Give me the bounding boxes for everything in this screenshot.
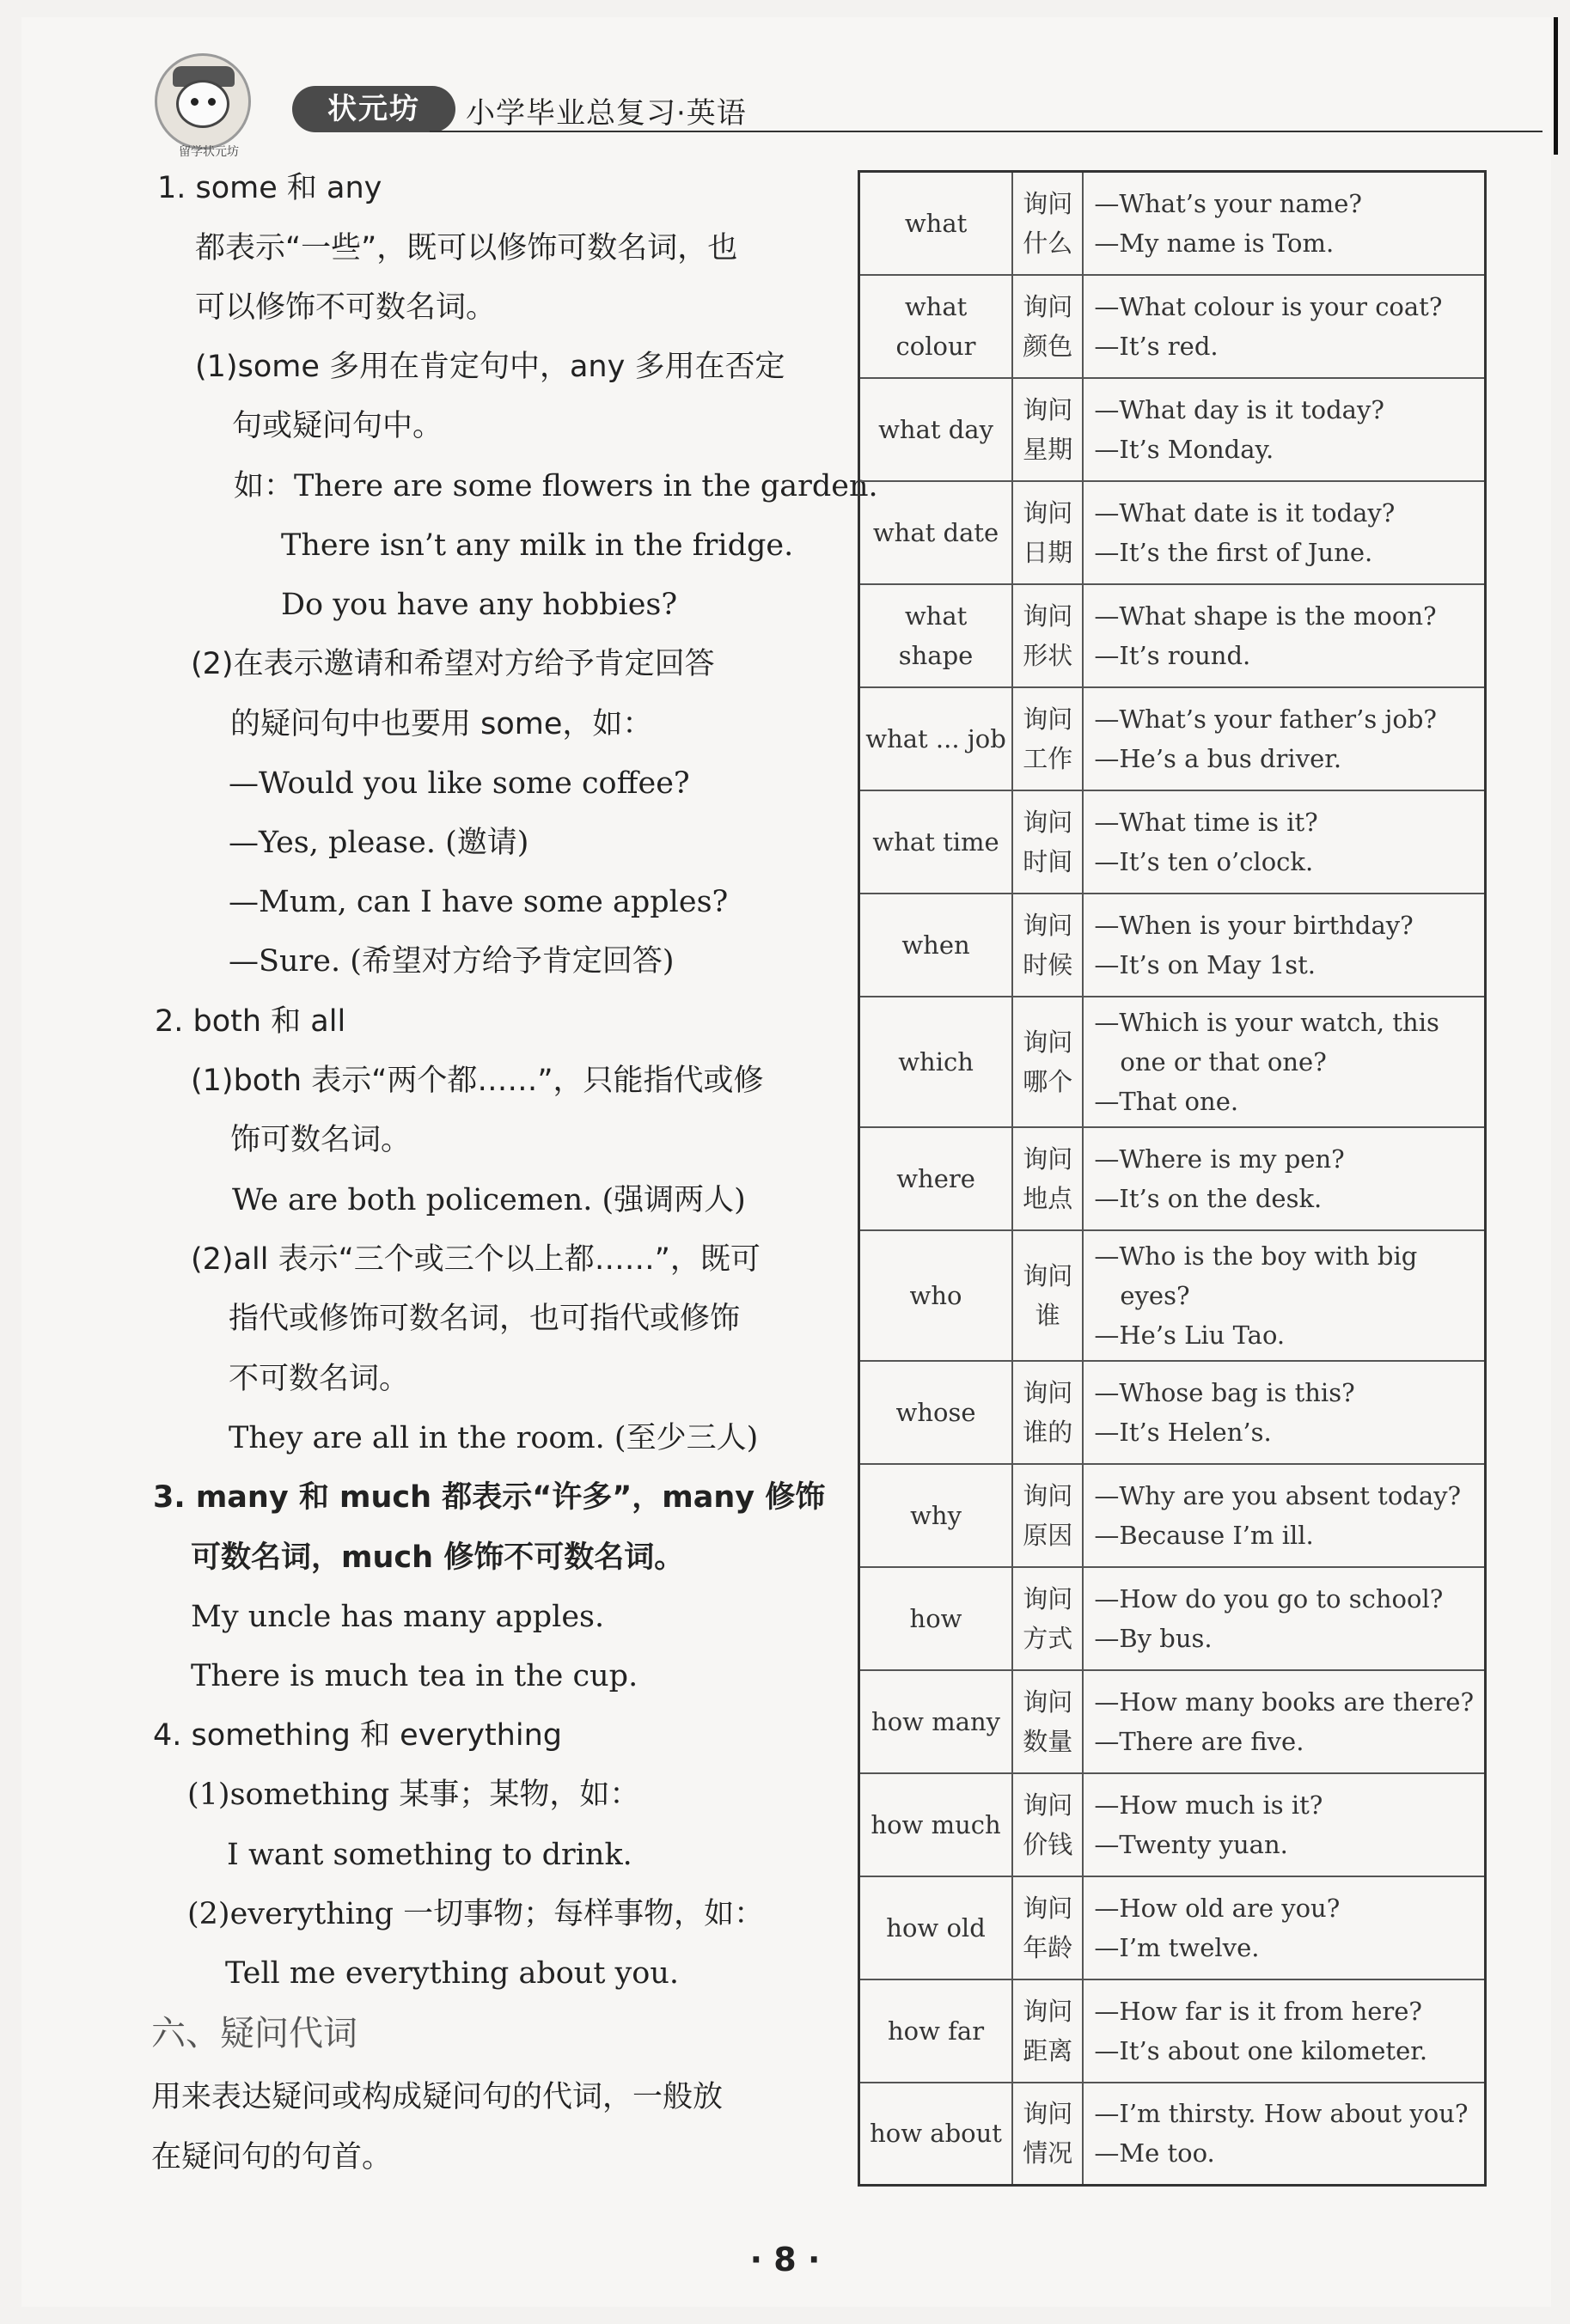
example-line: I want something to drink. [227, 1838, 632, 1872]
meaning-text: 情况 [1023, 2138, 1073, 2168]
interrogative-word: whose [859, 1361, 1013, 1464]
meaning-cell [1012, 1230, 1083, 1361]
example-text: —It’s on the desk. [1094, 1183, 1323, 1213]
paragraph-line: 指代或修饰可数名词，也可指代或修饰 [229, 1302, 741, 1336]
meaning-text: 年龄 [1023, 1932, 1073, 1962]
meaning-cell [1012, 481, 1083, 584]
meaning-text: 什么 [1023, 228, 1073, 258]
example-cell [1083, 687, 1485, 790]
logo-icon [155, 53, 251, 149]
example-text: —It’s the first of June. [1094, 537, 1373, 567]
meaning-cell [1012, 172, 1083, 275]
paragraph-line: 饰可数名词。 [230, 1123, 412, 1157]
logo-caption: 留学状元坊 [179, 145, 239, 159]
example-text: —Where is my pen? [1094, 1144, 1345, 1174]
meaning-cell [1012, 687, 1083, 790]
paragraph-line: (2)在表示邀请和希望对方给予肯定回答 [191, 647, 715, 681]
meaning-text: 询问 [1023, 704, 1073, 734]
page-number: · 8 · [749, 2241, 821, 2278]
paragraph-line: 可以修饰不可数名词。 [195, 290, 497, 325]
example-cell [1083, 894, 1485, 997]
meaning-cell [1012, 1361, 1083, 1464]
interrogative-word: what time [859, 790, 1013, 894]
example-text: —It’s Monday. [1094, 434, 1274, 464]
meaning-text: 询问谁 [1023, 1260, 1073, 1330]
meaning-cell [1012, 1876, 1083, 1979]
example-text: —I’m thirsty. How about you? [1094, 2099, 1469, 2129]
paragraph-line: 在疑问句的句首。 [151, 2140, 393, 2175]
example-cell [1083, 481, 1485, 584]
logo-eye [208, 98, 216, 106]
table-row [859, 275, 1486, 378]
meaning-text: 询问 [1023, 2099, 1073, 2129]
meaning-cell [1012, 1979, 1083, 2083]
example-text: —How much is it? [1094, 1790, 1323, 1820]
meaning-text: 询问 [1023, 291, 1073, 321]
meaning-cell [1012, 894, 1083, 997]
meaning-text: 距离 [1023, 2035, 1073, 2065]
interrogative-word: when [859, 894, 1013, 997]
meaning-text: 谁的 [1023, 1417, 1073, 1447]
example-text: —Because I’m ill. [1094, 1520, 1314, 1550]
meaning-text: 时间 [1023, 846, 1073, 876]
example-text: —He’s a bus driver. [1094, 743, 1342, 773]
table-row [859, 1464, 1486, 1567]
example-cell [1083, 790, 1485, 894]
example-text: —It’s red. [1094, 331, 1219, 361]
table-row [859, 997, 1486, 1127]
table-row [859, 1567, 1486, 1670]
example-line: They are all in the room. (至少三人) [229, 1421, 759, 1455]
paragraph-line: (1)something 某事；某物，如： [187, 1778, 640, 1812]
paragraph-line: 句或疑问句中。 [232, 409, 443, 443]
meaning-text: 询问 [1023, 1687, 1073, 1717]
section-title: 1. some 和 any [157, 171, 382, 205]
meaning-cell [1012, 1464, 1083, 1567]
example-cell [1083, 2083, 1485, 2186]
example-text: —Who is the boy with big [1094, 1241, 1418, 1271]
table-row [859, 481, 1486, 584]
table-body [859, 172, 1486, 2186]
book-title: 小学毕业总复习·英语 [466, 96, 747, 131]
example-text: —Which is your watch, this [1094, 1007, 1439, 1037]
paragraph-line: 不可数名词。 [229, 1362, 410, 1396]
example-line: 如：There are some flowers in the garden. [234, 469, 878, 503]
example-text: —Me too. [1094, 2138, 1215, 2168]
example-text: —How many books are there? [1094, 1687, 1474, 1717]
example-text: —It’s round. [1094, 640, 1251, 670]
table-row [859, 1361, 1486, 1464]
table-row [859, 687, 1486, 790]
section-title: 4. something 和 everything [153, 1718, 562, 1753]
meaning-text: 询问 [1023, 1027, 1073, 1057]
example-cell [1083, 275, 1485, 378]
example-text: —I’m twelve. [1094, 1932, 1260, 1962]
example-text: —What day is it today? [1094, 394, 1384, 424]
example-text: —Whose bag is this? [1094, 1377, 1355, 1407]
meaning-text: 询问 [1023, 1144, 1073, 1174]
interrogative-word: what day [859, 378, 1013, 481]
example-text: —What’s your name? [1094, 188, 1362, 218]
dialogue-line: —Yes, please. (邀请) [229, 826, 529, 860]
interrogative-word: how much [859, 1773, 1013, 1876]
example-text: —How old are you? [1094, 1893, 1341, 1923]
example-text: —It’s Helen’s. [1094, 1417, 1272, 1447]
interrogative-word: which [859, 997, 1013, 1127]
interrogative-word: who [859, 1230, 1013, 1361]
example-cell [1083, 1979, 1485, 2083]
example-cell [1083, 1230, 1485, 1361]
example-text: —When is your birthday? [1094, 910, 1414, 940]
example-text: —What date is it today? [1094, 497, 1396, 528]
meaning-text: 形状 [1023, 640, 1073, 670]
table-row [859, 790, 1486, 894]
example-line: We are both policemen. (强调两人) [232, 1183, 746, 1217]
meaning-cell [1012, 1670, 1083, 1773]
example-line: There isn’t any milk in the fridge. [281, 528, 794, 563]
example-text: —How do you go to school? [1094, 1583, 1444, 1613]
example-cell [1083, 1567, 1485, 1670]
example-cell [1083, 1773, 1485, 1876]
interrogative-word: where [859, 1127, 1013, 1230]
example-text: —There are five. [1094, 1726, 1304, 1756]
table-row [859, 894, 1486, 997]
example-line: Do you have any hobbies? [281, 588, 678, 622]
meaning-text: 询问 [1023, 497, 1073, 528]
paragraph-line: 的疑问句中也要用 some，如： [230, 707, 653, 741]
example-text: —Twenty yuan. [1094, 1829, 1288, 1859]
table-row [859, 1773, 1486, 1876]
meaning-text: 询问 [1023, 1893, 1073, 1923]
meaning-cell [1012, 997, 1083, 1127]
example-text: —What colour is your coat? [1094, 291, 1443, 321]
meaning-text: 工作 [1023, 743, 1073, 773]
example-text: —By bus. [1094, 1623, 1213, 1653]
meaning-cell [1012, 1773, 1083, 1876]
interrogative-word: how [859, 1567, 1013, 1670]
example-text: —How far is it from here? [1094, 1996, 1422, 2026]
table-row [859, 378, 1486, 481]
interrogative-word: what colour [859, 275, 1013, 378]
interrogative-word: how far [859, 1979, 1013, 2083]
interrogative-word: how about [859, 2083, 1013, 2186]
meaning-text: 询问 [1023, 1790, 1073, 1820]
example-text: —It’s about one kilometer. [1094, 2035, 1428, 2065]
meaning-text: 询问 [1023, 601, 1073, 631]
example-cell [1083, 1464, 1485, 1567]
meaning-text: 询问 [1023, 394, 1073, 424]
interrogative-word: what ... job [859, 687, 1013, 790]
meaning-cell [1012, 1127, 1083, 1230]
meaning-text: 询问 [1023, 1996, 1073, 2026]
table-row [859, 2083, 1486, 2186]
dialogue-line: —Mum, can I have some apples? [229, 885, 729, 919]
example-text: —He’s Liu Tao. [1094, 1320, 1286, 1350]
dialogue-line: —Sure. (希望对方给予肯定回答) [229, 944, 675, 979]
example-cell [1083, 1670, 1485, 1773]
paragraph-line: (1)both 表示“两个都……”，只能指代或修 [191, 1064, 764, 1098]
paragraph-line: (1)some 多用在肯定句中，any 多用在否定 [195, 350, 785, 384]
meaning-text: 时候 [1023, 949, 1073, 979]
example-cell [1083, 584, 1485, 687]
example-text: —What time is it? [1094, 807, 1318, 837]
example-text: —What shape is the moon? [1094, 601, 1437, 631]
interrogative-word: how many [859, 1670, 1013, 1773]
example-text: —Why are you absent today? [1094, 1480, 1462, 1510]
example-cell [1083, 1876, 1485, 1979]
meaning-text: 询问 [1023, 910, 1073, 940]
example-cell [1083, 172, 1485, 275]
edge-bar [1554, 17, 1558, 155]
meaning-text: 询问 [1023, 1480, 1073, 1510]
example-cell [1083, 378, 1485, 481]
example-line: Tell me everything about you. [225, 1956, 680, 1991]
example-line: My uncle has many apples. [191, 1600, 605, 1634]
example-text: —It’s ten o’clock. [1094, 846, 1314, 876]
dialogue-line: —Would you like some coffee? [229, 766, 690, 801]
meaning-text: 哪个 [1023, 1066, 1073, 1096]
paragraph-line: 都表示“一些”，既可以修饰可数名词，也 [195, 231, 738, 265]
meaning-text: 询问 [1023, 1377, 1073, 1407]
example-text: —That one. [1094, 1086, 1239, 1116]
meaning-text: 原因 [1023, 1520, 1073, 1550]
section-heading: 六、疑问代词 [151, 2014, 357, 2053]
meaning-text: 询问 [1023, 188, 1073, 218]
interrogative-word: how old [859, 1876, 1013, 1979]
logo-eye [191, 98, 199, 106]
table-row [859, 584, 1486, 687]
meaning-text: 颜色 [1023, 331, 1073, 361]
example-cell [1083, 1127, 1485, 1230]
example-text: eyes? [1120, 1280, 1190, 1310]
paragraph-line: 用来表达疑问或构成疑问句的代词，一般放 [151, 2080, 724, 2114]
interrogative-word: what shape [859, 584, 1013, 687]
interrogative-word: what date [859, 481, 1013, 584]
table-row [859, 1670, 1486, 1773]
example-text: —It’s on May 1st. [1094, 949, 1316, 979]
paragraph-line: (2)everything 一切事物；每样事物，如： [187, 1897, 765, 1931]
interrogative-word: why [859, 1464, 1013, 1567]
logo-face [176, 80, 229, 128]
meaning-text: 询问 [1023, 807, 1073, 837]
meaning-text: 方式 [1023, 1623, 1073, 1653]
example-line: There is much tea in the cup. [191, 1659, 638, 1693]
table-row [859, 1230, 1486, 1361]
meaning-cell [1012, 275, 1083, 378]
example-text: —My name is Tom. [1094, 228, 1335, 258]
brand-badge: 状元坊 [292, 86, 455, 132]
section-title: 2. both 和 all [155, 1004, 346, 1039]
meaning-text: 数量 [1023, 1726, 1073, 1756]
example-cell [1083, 1361, 1485, 1464]
meaning-cell [1012, 2083, 1083, 2186]
meaning-text: 日期 [1023, 537, 1073, 567]
interrogative-table [858, 170, 1487, 2187]
example-text: one or that one? [1120, 1046, 1327, 1077]
meaning-text: 价钱 [1023, 1829, 1073, 1859]
meaning-cell [1012, 584, 1083, 687]
meaning-cell [1012, 378, 1083, 481]
interrogative-word: what [859, 172, 1013, 275]
meaning-cell [1012, 790, 1083, 894]
meaning-text: 地点 [1023, 1183, 1073, 1213]
meaning-text: 询问 [1023, 1583, 1073, 1613]
section-title: 可数名词，much 修饰不可数名词。 [191, 1540, 685, 1575]
example-text: —What’s your father’s job? [1094, 704, 1437, 734]
header-rule [430, 131, 1543, 132]
example-cell [1083, 997, 1485, 1127]
table-row [859, 1979, 1486, 2083]
section-title: 3. many 和 much 都表示“许多”，many 修饰 [153, 1480, 826, 1515]
meaning-text: 星期 [1023, 434, 1073, 464]
meaning-cell [1012, 1567, 1083, 1670]
paragraph-line: (2)all 表示“三个或三个以上都……”，既可 [191, 1242, 761, 1277]
table-row [859, 1127, 1486, 1230]
table-row [859, 172, 1486, 275]
table-row [859, 1876, 1486, 1979]
